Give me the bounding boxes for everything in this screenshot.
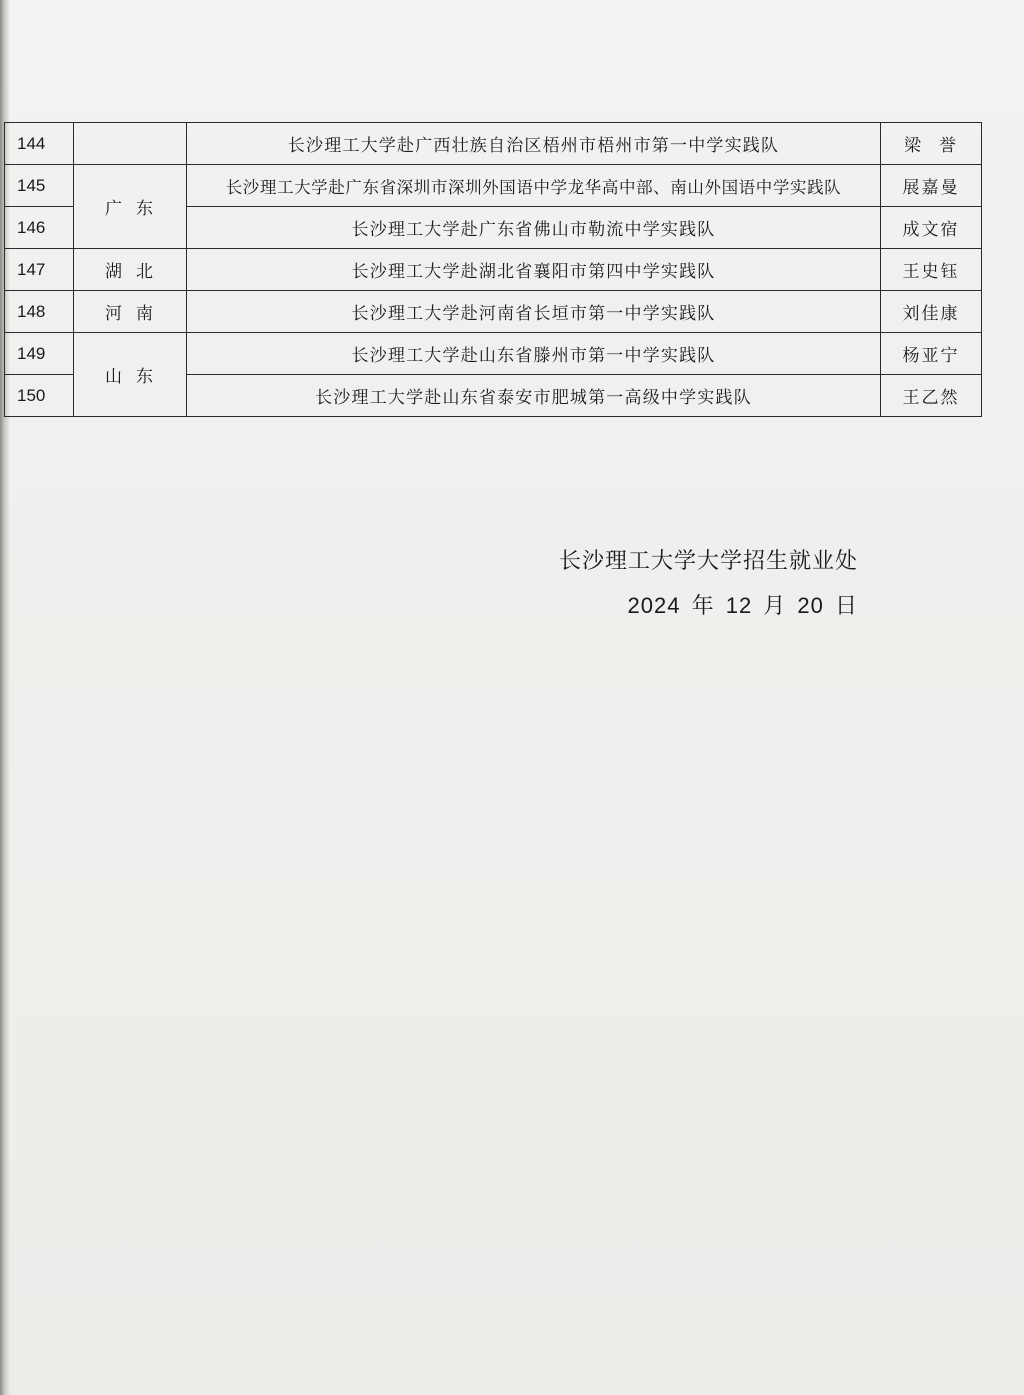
row-number: 146 xyxy=(5,207,74,249)
province-cell: 山东 xyxy=(74,333,187,417)
team-name-cell: 长沙理工大学赴山东省泰安市肥城第一高级中学实践队 xyxy=(187,375,881,417)
table-row xyxy=(5,123,982,165)
team-name-cell: 长沙理工大学赴湖北省襄阳市第四中学实践队 xyxy=(187,249,881,291)
leader-cell: 王乙然 xyxy=(881,375,982,417)
team-name-cell: 长沙理工大学赴河南省长垣市第一中学实践队 xyxy=(187,291,881,333)
row-number: 144 xyxy=(5,123,74,165)
signature-block xyxy=(559,540,858,628)
leader-cell: 梁誉 xyxy=(881,123,982,165)
province-cell xyxy=(74,123,187,165)
issuing-office: 长沙理工大学大学招生就业处 xyxy=(558,549,858,574)
leader-cell: 杨亚宁 xyxy=(881,333,982,375)
table-row xyxy=(5,291,982,333)
team-name-cell: 长沙理工大学赴广西壮族自治区梧州市梧州市第一中学实践队 xyxy=(187,123,881,165)
leader-cell: 刘佳康 xyxy=(881,291,982,333)
table-row xyxy=(5,165,982,207)
row-number: 147 xyxy=(5,249,74,291)
province-cell: 湖北 xyxy=(74,249,187,291)
team-name-cell: 长沙理工大学赴山东省滕州市第一中学实践队 xyxy=(187,333,881,375)
province-cell: 广东 xyxy=(74,165,187,249)
leader-cell: 展嘉曼 xyxy=(881,165,982,207)
row-number: 149 xyxy=(5,333,74,375)
team-roster-table xyxy=(4,122,982,417)
leader-cell: 成文宿 xyxy=(881,207,982,249)
leader-cell: 王史钰 xyxy=(881,249,982,291)
row-number: 150 xyxy=(5,375,74,417)
table-row xyxy=(5,249,982,291)
row-number: 148 xyxy=(5,291,74,333)
team-name-cell: 长沙理工大学赴广东省佛山市勒流中学实践队 xyxy=(187,207,881,249)
team-name-cell: 长沙理工大学赴广东省深圳市深圳外国语中学龙华高中部、南山外国语中学实践队 xyxy=(187,165,881,207)
issue-date: 2024 年 12 月 20 日 xyxy=(627,593,858,618)
province-cell: 河南 xyxy=(74,291,187,333)
table-row xyxy=(5,333,982,375)
row-number: 145 xyxy=(5,165,74,207)
